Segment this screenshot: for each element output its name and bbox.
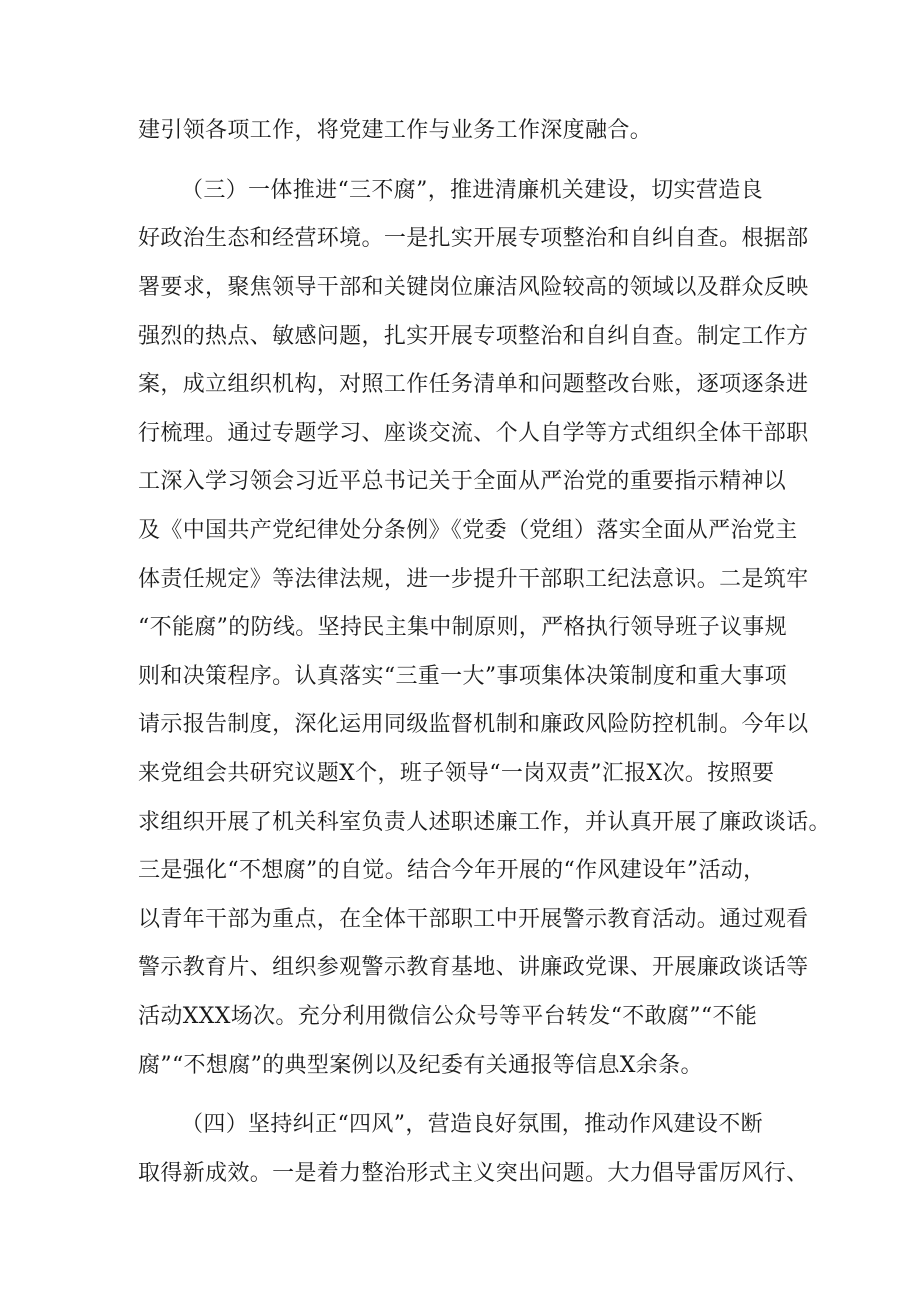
- text-line: 及《中国共产党纪律处分条例》《党委（党组）落实全面从严治党主: [138, 518, 798, 543]
- text-line: 活动XXX场次。充分利用微信公众号等平台转发“不敢腐”“不能: [138, 1004, 758, 1029]
- section-heading-4: （四）坚持纠正“四风”，营造良好氛围，推动作风建设不断: [181, 1112, 763, 1137]
- text-line: 来党组会共研究议题X个，班子领导“一岗双责”汇报X次。按照要: [138, 761, 775, 786]
- text-line: 署要求，聚焦领导干部和关键岗位廉洁风险较高的领域以及群众反映: [138, 275, 809, 300]
- text-line: 好政治生态和经营环境。一是扎实开展专项整治和自纠自查。根据部: [138, 226, 809, 251]
- text-line: 工深入学习领会习近平总书记关于全面从严治党的重要指示精神以: [138, 469, 787, 494]
- section-heading-3: （三）一体推进“三不腐”，推进清廉机关建设，切实营造良: [181, 178, 763, 203]
- text-line: 案，成立组织机构，对照工作任务清单和问题整改台账，逐项逐条进: [138, 372, 809, 397]
- text-line: 行梳理。通过专题学习、座谈交流、个人自学等方式组织全体干部职: [138, 421, 809, 446]
- text-line: “不能腐”的防线。坚持民主集中制原则，严格执行领导班子议事规: [138, 615, 787, 640]
- text-line: 强烈的热点、敏感问题，扎实开展专项整治和自纠自查。制定工作方: [138, 324, 809, 349]
- text-line: 建引领各项工作，将党建工作与业务工作深度融合。: [138, 118, 653, 143]
- text-line: 请示报告制度，深化运用同级监督机制和廉政风险防控机制。今年以: [138, 712, 809, 737]
- text-line: 以青年干部为重点，在全体干部职工中开展警示教育活动。通过观看: [138, 907, 809, 932]
- text-line: 腐”“不想腐”的典型案例以及纪委有关通报等信息X余条。: [138, 1053, 703, 1078]
- text-line: 取得新成效。一是着力整治形式主义突出问题。大力倡导雷厉风行、: [138, 1161, 809, 1186]
- text-line: 则和决策程序。认真落实“三重一大”事项集体决策制度和重大事项: [138, 664, 787, 689]
- text-line: 体责任规定》等法律法规，进一步提升干部职工纪法意识。二是筑牢: [138, 567, 809, 592]
- text-line: 求组织开展了机关科室负责人述职述廉工作，并认真开展了廉政谈话。: [138, 810, 831, 835]
- text-line: 警示教育片、组织参观警示教育基地、讲廉政党课、开展廉政谈话等: [138, 955, 809, 980]
- text-line: 三是强化“不想腐”的自觉。结合今年开展的“作风建设年”活动，: [138, 858, 766, 883]
